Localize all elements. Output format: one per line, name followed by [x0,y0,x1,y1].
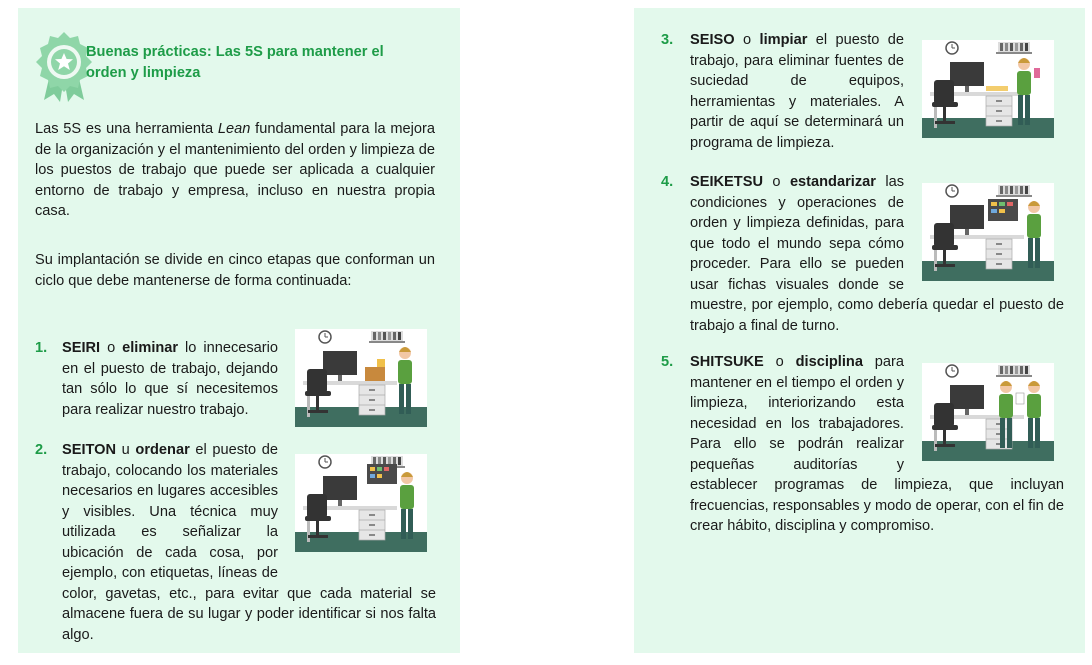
step-4-number: 4. [661,174,674,190]
step-4-text: SEIKETSU o estandarizar las condiciones y operaciones de orden y limpieza definidas, para que todo el mundo sepa cómo proceder. Para ello se pueden usar fichas visuales donde se muestre, por ejemplo, como debería quedar el puesto de trabajo a final de turno. [690,174,1064,334]
intro-paragraph-1: Las 5S es una herramienta Lean fundamental para la mejora de la organización y el mantenimiento del orden y limpieza de los puestos de trabajo que puede ser aplicada a cualquier entorno de trabajo y empresa, incluso en nuestra propia casa. [35,121,436,219]
step-1-illustration [295,322,427,434]
step-3-text: SEISO o limpiar el puesto de trabajo, para eliminar fuentes de suciedad de equipos, herramientas y materiales. A partir de aquí se determinará un programa de limpieza. [690,32,904,151]
step-5-text: SHITSUKE o disciplina para mantener en el tiempo el orden y limpieza, interiorizando esta necesidad en los trabajadores. Para ello se podrán realizar pequeñas auditorías y establecer programas de limpieza, que incluyan frecuencias, responsables y modo de operar, con el fin de crear hábito, disciplina y compromiso. [690,354,1064,534]
step-5-illustration [922,356,1054,468]
page-title: Buenas prácticas: Las 5S para mantener el orden y limpieza [86,44,384,81]
step-2-illustration [295,447,427,559]
intro-paragraph-2: Su implantación se divide en cinco etapas que conforman un ciclo que debe mantenerse de forma continuada: [35,252,435,289]
step-5-number: 5. [661,354,674,370]
step-2-number: 2. [35,442,48,458]
step-3-illustration [922,33,1054,145]
step-4-illustration [922,176,1054,288]
step-1-text: SEIRI o eliminar lo innecesario en el puesto de trabajo, dejando tan sólo lo que sí necesitemos para realizar nuestro trabajo. [62,340,278,418]
step-2-text: SEITON u ordenar el puesto de trabajo, colocando los materiales necesarios en lugares accesibles y visibles. Una técnica muy utilizada es señalizar la ubicación de cada cosa, por ejemplo, con etiquetas, líneas de color, gavetas, etc., para evitar que cada material se almacene fuera de su lugar y poder identificar si nos falta algo. [62,442,436,643]
step-1-number: 1. [35,340,48,356]
step-3-number: 3. [661,32,674,48]
